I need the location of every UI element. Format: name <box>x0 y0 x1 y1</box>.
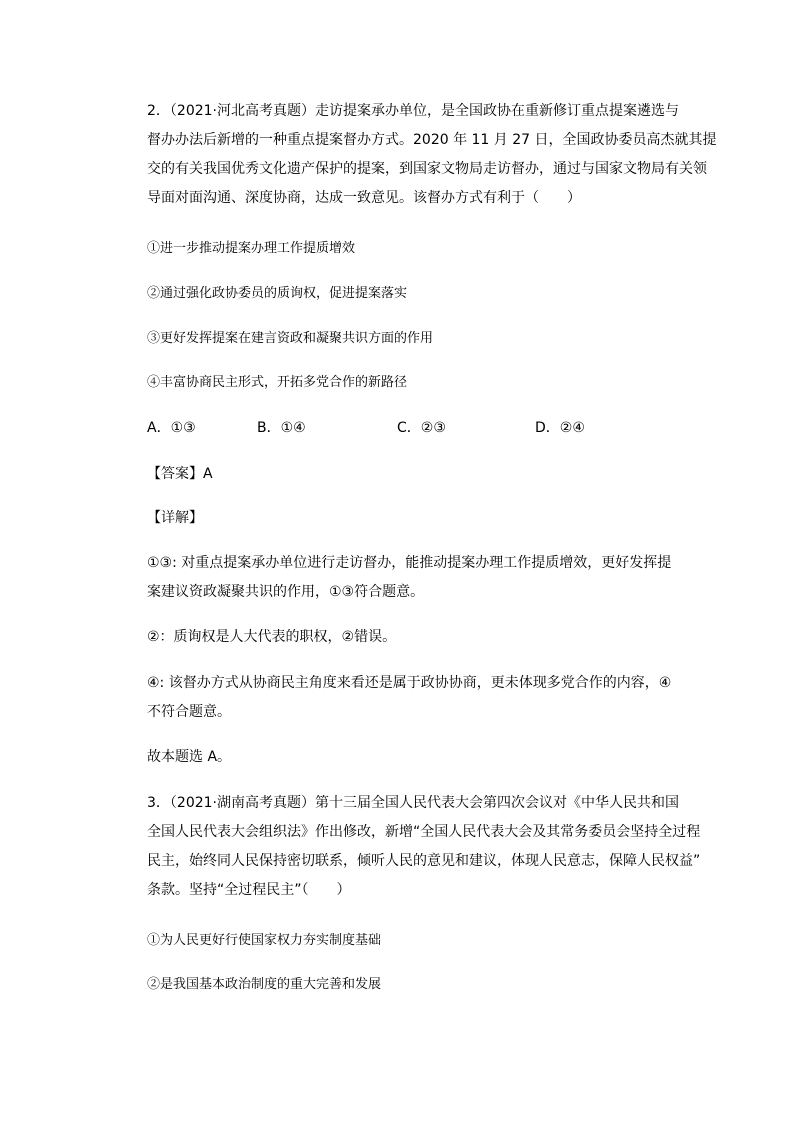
explanation-line: 案建议资政凝聚共识的作用，①③符合题意。 <box>147 584 425 600</box>
question-3-line: 3．（2021·湖南高考真题）第十三届全国人民代表大会第四次会议对《中华人民共和国 <box>147 795 679 811</box>
question-3-line: 条款。坚持“全过程民主”（ ） <box>147 882 351 898</box>
question-3-line: 全国人民代表大会组织法》作出修改，新增“全国人民代表大会及其常务委员会坚持全过程 <box>147 824 701 840</box>
question-3-line: 民主，始终同人民保持密切联系，倾听人民的意见和建议，体现人民意志，保障人民权益” <box>147 853 701 869</box>
explanation-conclusion: 故本题选 A。 <box>147 749 232 765</box>
option-d: D．②④ <box>535 420 585 436</box>
answer-line: 【答案】A <box>147 466 213 482</box>
question-2-stem <box>147 97 717 213</box>
explanation-paragraph-3 <box>147 669 677 727</box>
question-2-statement-3: ③更好发挥提案在建言资政和凝聚共识方面的作用 <box>147 331 434 346</box>
explanation-line: ①③: 对重点提案承办单位进行走访督办，能推动提案办理工作提质增效，更好发挥提 <box>147 555 672 571</box>
question-2-line: 导面对面沟通、深度协商，达成一致意见。该督办方式有利于（ ） <box>147 190 581 206</box>
option-c: C．②③ <box>397 420 446 436</box>
detail-heading: 【详解】 <box>147 510 203 526</box>
question-2-statement-1: ①进一步推动提案办理工作提质增效 <box>147 241 356 256</box>
explanation-line: ④: 该督办方式从协商民主角度来看还是属于政协协商，更未体现多党合作的内容，④ <box>147 675 672 691</box>
question-3-stem <box>147 789 701 905</box>
question-2-line: 交的有关我国优秀文化遗产保护的提案，到国家文物局走访督办，通过与国家文物局有关领 <box>147 161 707 177</box>
question-2-line: 督办办法后新增的一种重点提案督办方式。2020 年 11 月 27 日，全国政协委员高杰就其提 <box>147 132 717 148</box>
explanation-line: 不符合题意。 <box>147 704 231 720</box>
option-b: B．①④ <box>257 420 306 436</box>
question-2-statement-4: ④丰富协商民主形式，开拓多党合作的新路径 <box>147 375 408 390</box>
question-2-line: 2．（2021·河北高考真题）走访提案承办单位，是全国政协在重新修订重点提案遴选与 <box>147 103 679 119</box>
question-2-options <box>147 414 677 443</box>
option-a: A．①③ <box>147 420 196 436</box>
explanation-paragraph-1 <box>147 549 677 607</box>
question-3-statement-1: ①为人民更好行使国家权力夯实制度基础 <box>147 933 382 948</box>
explanation-paragraph-2: ②：质询权是人大代表的职权，②错误。 <box>147 629 397 645</box>
question-3-statement-2: ②是我国基本政治制度的重大完善和发展 <box>147 977 382 992</box>
question-2-statement-2: ②通过强化政协委员的质询权，促进提案落实 <box>147 286 408 301</box>
